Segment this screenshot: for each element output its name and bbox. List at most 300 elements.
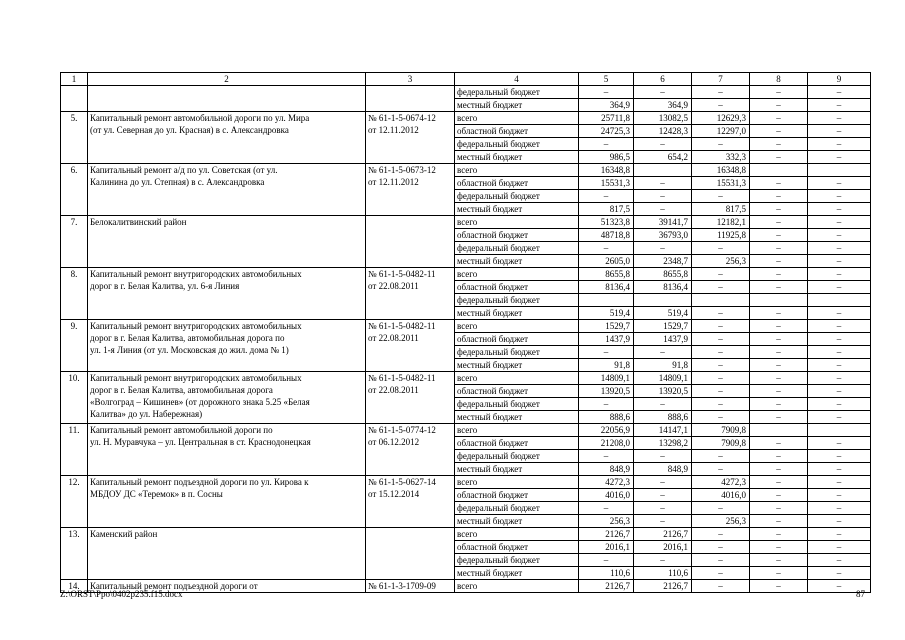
amount-cell: – <box>750 86 808 99</box>
funding-source: местный бюджет <box>455 463 579 476</box>
funding-source: всего <box>455 372 579 385</box>
amount-cell: 7909,8 <box>692 424 750 437</box>
document-reference <box>366 372 455 424</box>
funding-source: областной бюджет <box>455 333 579 346</box>
document-reference-line: № 61-1-5-0482-11 <box>368 321 436 331</box>
amount-cell: – <box>692 333 750 346</box>
amount-cell: – <box>692 307 750 320</box>
funding-source: федеральный бюджет <box>455 450 579 463</box>
amount-cell: – <box>808 450 871 463</box>
funding-source: федеральный бюджет <box>455 502 579 515</box>
amount-cell: – <box>692 190 750 203</box>
amount-cell: – <box>808 437 871 450</box>
object-name-line: Калинина до ул. Степная) в с. Александровка <box>90 177 265 187</box>
funding-source: федеральный бюджет <box>455 86 579 99</box>
amount-cell: – <box>750 437 808 450</box>
object-name <box>88 164 366 216</box>
amount-cell: – <box>808 177 871 190</box>
document-reference <box>366 424 455 476</box>
amount-cell: 22056,9 <box>579 424 634 437</box>
document-reference-line: от 12.11.2012 <box>368 125 419 135</box>
document-reference <box>366 580 455 593</box>
object-name-line: Белокалитвинский район <box>90 217 187 227</box>
amount-cell: 1437,9 <box>634 333 692 346</box>
amount-cell <box>750 424 808 437</box>
amount-cell: 8136,4 <box>634 281 692 294</box>
funding-source: федеральный бюджет <box>455 242 579 255</box>
amount-cell: – <box>634 502 692 515</box>
funding-source: областной бюджет <box>455 229 579 242</box>
amount-cell: 12297,0 <box>692 125 750 138</box>
funding-source: местный бюджет <box>455 203 579 216</box>
amount-cell: 364,9 <box>634 99 692 112</box>
funding-source: всего <box>455 476 579 489</box>
amount-cell: – <box>692 528 750 541</box>
document-reference-line: от 15.12.2014 <box>368 489 420 499</box>
amount-cell: 16348,8 <box>579 164 634 177</box>
amount-cell: – <box>750 450 808 463</box>
funding-source: федеральный бюджет <box>455 346 579 359</box>
amount-cell: – <box>692 398 750 411</box>
amount-cell: – <box>692 346 750 359</box>
amount-cell: – <box>579 138 634 151</box>
amount-cell: 654,2 <box>634 151 692 164</box>
item-number: 5. <box>61 112 88 164</box>
amount-cell: – <box>808 333 871 346</box>
amount-cell: – <box>579 554 634 567</box>
amount-cell: 11925,8 <box>692 229 750 242</box>
amount-cell: – <box>750 112 808 125</box>
funding-source: федеральный бюджет <box>455 138 579 151</box>
file-path: Z:\ORST\Ppo\0402p235.f15.docx <box>60 589 183 599</box>
amount-cell: – <box>750 489 808 502</box>
object-name <box>88 320 366 372</box>
document-reference <box>366 86 455 112</box>
object-name-line: дорог в г. Белая Калитва, автомобильная дорога по <box>90 333 285 343</box>
amount-cell: – <box>808 346 871 359</box>
amount-cell: – <box>692 450 750 463</box>
amount-cell: 1529,7 <box>634 320 692 333</box>
header-cell: 8 <box>750 73 808 86</box>
header-cell: 9 <box>808 73 871 86</box>
amount-cell: – <box>634 346 692 359</box>
budget-table <box>60 72 871 593</box>
amount-cell: – <box>808 86 871 99</box>
amount-cell: – <box>808 489 871 502</box>
document-reference-line: от 22.08.2011 <box>368 385 419 395</box>
amount-cell: 2126,7 <box>579 580 634 593</box>
amount-cell: 256,3 <box>692 515 750 528</box>
item-number: 8. <box>61 268 88 320</box>
object-name-line: Капитальный ремонт внутригородских автомобильных <box>90 321 302 331</box>
funding-source: местный бюджет <box>455 567 579 580</box>
amount-cell: – <box>808 229 871 242</box>
funding-source: всего <box>455 112 579 125</box>
amount-cell: – <box>750 255 808 268</box>
amount-cell: 14809,1 <box>634 372 692 385</box>
funding-source: областной бюджет <box>455 489 579 502</box>
document-reference <box>366 112 455 164</box>
amount-cell: – <box>750 411 808 424</box>
amount-cell <box>750 164 808 177</box>
amount-cell: – <box>634 190 692 203</box>
funding-source: федеральный бюджет <box>455 190 579 203</box>
amount-cell: – <box>634 138 692 151</box>
amount-cell: – <box>808 255 871 268</box>
amount-cell: 14809,1 <box>579 372 634 385</box>
amount-cell: – <box>579 346 634 359</box>
header-cell: 2 <box>88 73 366 86</box>
amount-cell: – <box>808 476 871 489</box>
amount-cell: – <box>750 320 808 333</box>
amount-cell: – <box>808 580 871 593</box>
amount-cell: – <box>692 268 750 281</box>
funding-source: всего <box>455 580 579 593</box>
amount-cell: 848,9 <box>579 463 634 476</box>
amount-cell: 817,5 <box>579 203 634 216</box>
object-name <box>88 424 366 476</box>
amount-cell: 15531,3 <box>579 177 634 190</box>
amount-cell: – <box>692 320 750 333</box>
amount-cell: – <box>634 203 692 216</box>
amount-cell: 13298,2 <box>634 437 692 450</box>
item-number: 11. <box>61 424 88 476</box>
document-reference-line: № 61-1-5-0482-11 <box>368 373 436 383</box>
document-reference-line: № 61-1-5-0673-12 <box>368 165 436 175</box>
funding-source: всего <box>455 164 579 177</box>
object-name-line: МБДОУ ДС «Теремок» в п. Сосны <box>90 489 223 499</box>
object-name-line: Калитва» до ул. Набережная) <box>90 409 203 419</box>
amount-cell: 110,6 <box>579 567 634 580</box>
amount-cell: – <box>750 385 808 398</box>
object-name-line: ул. 1-я Линия (от ул. Московская до жил. дома № 1) <box>90 345 289 355</box>
amount-cell: – <box>692 411 750 424</box>
amount-cell: 39141,7 <box>634 216 692 229</box>
amount-cell: 36793,0 <box>634 229 692 242</box>
amount-cell: 14147,1 <box>634 424 692 437</box>
amount-cell: – <box>808 216 871 229</box>
amount-cell: – <box>750 372 808 385</box>
amount-cell: – <box>750 515 808 528</box>
amount-cell: – <box>808 554 871 567</box>
amount-cell <box>634 294 692 307</box>
funding-source: областной бюджет <box>455 437 579 450</box>
funding-source: всего <box>455 268 579 281</box>
amount-cell: 24725,3 <box>579 125 634 138</box>
amount-cell: 91,8 <box>634 359 692 372</box>
amount-cell: 364,9 <box>579 99 634 112</box>
amount-cell: 256,3 <box>692 255 750 268</box>
amount-cell: 848,9 <box>634 463 692 476</box>
document-reference-line: от 06.12.2012 <box>368 437 420 447</box>
page-number: 87 <box>856 589 865 599</box>
amount-cell: – <box>750 177 808 190</box>
amount-cell: – <box>750 541 808 554</box>
amount-cell: 332,3 <box>692 151 750 164</box>
amount-cell: – <box>750 398 808 411</box>
amount-cell: 4272,3 <box>692 476 750 489</box>
amount-cell: – <box>808 398 871 411</box>
item-number: 14. <box>61 580 88 593</box>
object-name-line: дорог в г. Белая Калитва, ул. 6-я Линия <box>90 281 240 291</box>
funding-source: федеральный бюджет <box>455 294 579 307</box>
table-row <box>61 268 871 281</box>
amount-cell: – <box>750 346 808 359</box>
amount-cell: 13920,5 <box>579 385 634 398</box>
header-cell: 1 <box>61 73 88 86</box>
amount-cell: – <box>750 580 808 593</box>
amount-cell: 888,6 <box>634 411 692 424</box>
amount-cell: 8136,4 <box>579 281 634 294</box>
amount-cell <box>808 294 871 307</box>
amount-cell: – <box>750 359 808 372</box>
object-name <box>88 372 366 424</box>
object-name <box>88 476 366 528</box>
document-reference <box>366 216 455 268</box>
amount-cell: 15531,3 <box>692 177 750 190</box>
amount-cell: 1437,9 <box>579 333 634 346</box>
amount-cell: 519,4 <box>634 307 692 320</box>
object-name-line: дорог в г. Белая Калитва, автомобильная дорога <box>90 385 273 395</box>
amount-cell: – <box>634 86 692 99</box>
funding-source: областной бюджет <box>455 281 579 294</box>
amount-cell: – <box>750 229 808 242</box>
amount-cell <box>692 294 750 307</box>
amount-cell: 2126,7 <box>579 528 634 541</box>
amount-cell: 12428,3 <box>634 125 692 138</box>
table-row <box>61 164 871 177</box>
table-row <box>61 216 871 229</box>
amount-cell: 256,3 <box>579 515 634 528</box>
amount-cell: – <box>750 216 808 229</box>
header-cell: 7 <box>692 73 750 86</box>
amount-cell: – <box>808 281 871 294</box>
funding-source: федеральный бюджет <box>455 554 579 567</box>
amount-cell: 2126,7 <box>634 580 692 593</box>
amount-cell: – <box>808 112 871 125</box>
amount-cell: – <box>808 515 871 528</box>
amount-cell: – <box>692 281 750 294</box>
document-reference-line: № 61-1-5-0482-11 <box>368 269 436 279</box>
amount-cell: – <box>808 372 871 385</box>
amount-cell: 110,6 <box>634 567 692 580</box>
amount-cell: – <box>808 320 871 333</box>
amount-cell: 2016,1 <box>579 541 634 554</box>
amount-cell: – <box>692 567 750 580</box>
object-name-line: Капитальный ремонт автомобильной дороги по <box>90 425 273 435</box>
amount-cell: – <box>634 476 692 489</box>
amount-cell: – <box>750 567 808 580</box>
amount-cell: 25711,8 <box>579 112 634 125</box>
amount-cell: 8655,8 <box>579 268 634 281</box>
amount-cell: – <box>692 580 750 593</box>
document-reference-line: № 61-1-3-1709-09 <box>368 581 436 591</box>
amount-cell: – <box>808 411 871 424</box>
amount-cell: 8655,8 <box>634 268 692 281</box>
document-reference-line: от 22.08.2011 <box>368 281 419 291</box>
amount-cell: – <box>750 125 808 138</box>
amount-cell: – <box>808 268 871 281</box>
amount-cell: – <box>692 554 750 567</box>
amount-cell: – <box>750 242 808 255</box>
amount-cell: 13082,5 <box>634 112 692 125</box>
object-name-line: Капитальный ремонт внутригородских автомобильных <box>90 373 302 383</box>
funding-source: местный бюджет <box>455 515 579 528</box>
amount-cell: – <box>808 190 871 203</box>
table-row <box>61 86 871 99</box>
amount-cell: – <box>808 385 871 398</box>
object-name-line: Капитальный ремонт внутригородских автомобильных <box>90 269 302 279</box>
amount-cell: 51323,8 <box>579 216 634 229</box>
amount-cell: – <box>808 359 871 372</box>
amount-cell: – <box>750 528 808 541</box>
item-number: 10. <box>61 372 88 424</box>
header-cell: 4 <box>455 73 579 86</box>
document-reference <box>366 320 455 372</box>
document-reference <box>366 476 455 528</box>
amount-cell: 7909,8 <box>692 437 750 450</box>
document-reference-line: № 61-1-5-0674-12 <box>368 113 436 123</box>
amount-cell: 16348,8 <box>692 164 750 177</box>
amount-cell: 13920,5 <box>634 385 692 398</box>
amount-cell: – <box>808 463 871 476</box>
amount-cell <box>634 164 692 177</box>
object-name-line: «Волгоград – Кишинев» (от дорожного знака 5.25 «Белая <box>90 397 310 407</box>
table-row <box>61 320 871 333</box>
amount-cell: – <box>579 502 634 515</box>
funding-source: всего <box>455 320 579 333</box>
object-name <box>88 528 366 580</box>
item-number: 9. <box>61 320 88 372</box>
funding-source: федеральный бюджет <box>455 398 579 411</box>
object-name <box>88 268 366 320</box>
amount-cell: 21208,0 <box>579 437 634 450</box>
funding-source: местный бюджет <box>455 411 579 424</box>
amount-cell: – <box>750 554 808 567</box>
amount-cell <box>579 294 634 307</box>
amount-cell: – <box>808 99 871 112</box>
amount-cell: 4272,3 <box>579 476 634 489</box>
amount-cell: – <box>692 372 750 385</box>
funding-source: местный бюджет <box>455 99 579 112</box>
document-reference <box>366 164 455 216</box>
item-number: 6. <box>61 164 88 216</box>
amount-cell: – <box>692 86 750 99</box>
amount-cell: – <box>692 138 750 151</box>
object-name-line: Капитальный ремонт подъездной дороги по ул. Кирова к <box>90 477 309 487</box>
item-number: 12. <box>61 476 88 528</box>
header-row <box>61 73 871 86</box>
amount-cell: 2016,1 <box>634 541 692 554</box>
amount-cell: – <box>634 450 692 463</box>
amount-cell <box>808 164 871 177</box>
funding-source: местный бюджет <box>455 359 579 372</box>
funding-source: местный бюджет <box>455 151 579 164</box>
amount-cell: – <box>808 203 871 216</box>
amount-cell: 2126,7 <box>634 528 692 541</box>
amount-cell: 519,4 <box>579 307 634 320</box>
funding-source: всего <box>455 216 579 229</box>
amount-cell: – <box>692 99 750 112</box>
amount-cell: – <box>808 541 871 554</box>
amount-cell: – <box>634 515 692 528</box>
amount-cell: – <box>808 242 871 255</box>
amount-cell: – <box>634 398 692 411</box>
amount-cell: – <box>634 554 692 567</box>
amount-cell: – <box>579 242 634 255</box>
document-reference <box>366 528 455 580</box>
amount-cell: – <box>750 203 808 216</box>
object-name <box>88 216 366 268</box>
object-name-line: Капитальный ремонт автомобильной дороги по ул. Мира <box>90 113 310 123</box>
table-row <box>61 476 871 489</box>
funding-source: всего <box>455 528 579 541</box>
document-reference-line: от 12.11.2012 <box>368 177 419 187</box>
amount-cell: – <box>808 307 871 320</box>
item-number: 7. <box>61 216 88 268</box>
funding-source: областной бюджет <box>455 385 579 398</box>
header-cell: 5 <box>579 73 634 86</box>
object-name <box>88 86 366 112</box>
amount-cell: – <box>634 242 692 255</box>
amount-cell: 4016,0 <box>692 489 750 502</box>
amount-cell: 2348,7 <box>634 255 692 268</box>
amount-cell: – <box>692 502 750 515</box>
table-row <box>61 528 871 541</box>
amount-cell: – <box>808 567 871 580</box>
amount-cell: – <box>579 398 634 411</box>
amount-cell: 2605,0 <box>579 255 634 268</box>
amount-cell: 888,6 <box>579 411 634 424</box>
amount-cell: – <box>692 463 750 476</box>
amount-cell: – <box>808 502 871 515</box>
amount-cell: – <box>634 489 692 502</box>
table-row <box>61 372 871 385</box>
amount-cell: 1529,7 <box>579 320 634 333</box>
amount-cell: 12629,3 <box>692 112 750 125</box>
document-reference-line: № 61-1-5-0774-12 <box>368 425 436 435</box>
amount-cell: – <box>579 450 634 463</box>
amount-cell <box>750 294 808 307</box>
amount-cell: – <box>579 190 634 203</box>
amount-cell: – <box>692 385 750 398</box>
amount-cell: – <box>750 281 808 294</box>
table-row <box>61 112 871 125</box>
amount-cell: – <box>750 502 808 515</box>
amount-cell: – <box>808 125 871 138</box>
amount-cell: – <box>750 151 808 164</box>
amount-cell: – <box>750 190 808 203</box>
funding-source: местный бюджет <box>455 255 579 268</box>
amount-cell: – <box>750 307 808 320</box>
amount-cell: – <box>692 541 750 554</box>
funding-source: областной бюджет <box>455 125 579 138</box>
amount-cell: – <box>750 268 808 281</box>
object-name-line: Капитальный ремонт а/д по ул. Советская (от ул. <box>90 165 278 175</box>
amount-cell: 817,5 <box>692 203 750 216</box>
document-reference-line: № 61-1-5-0627-14 <box>368 477 436 487</box>
amount-cell: – <box>692 242 750 255</box>
amount-cell: – <box>750 463 808 476</box>
funding-source: областной бюджет <box>455 177 579 190</box>
amount-cell: 986,5 <box>579 151 634 164</box>
object-name-line: Каменский район <box>90 529 158 539</box>
document-reference-line: от 22.08.2011 <box>368 333 419 343</box>
amount-cell <box>808 424 871 437</box>
item-number: 13. <box>61 528 88 580</box>
amount-cell: – <box>750 333 808 346</box>
amount-cell: – <box>579 86 634 99</box>
